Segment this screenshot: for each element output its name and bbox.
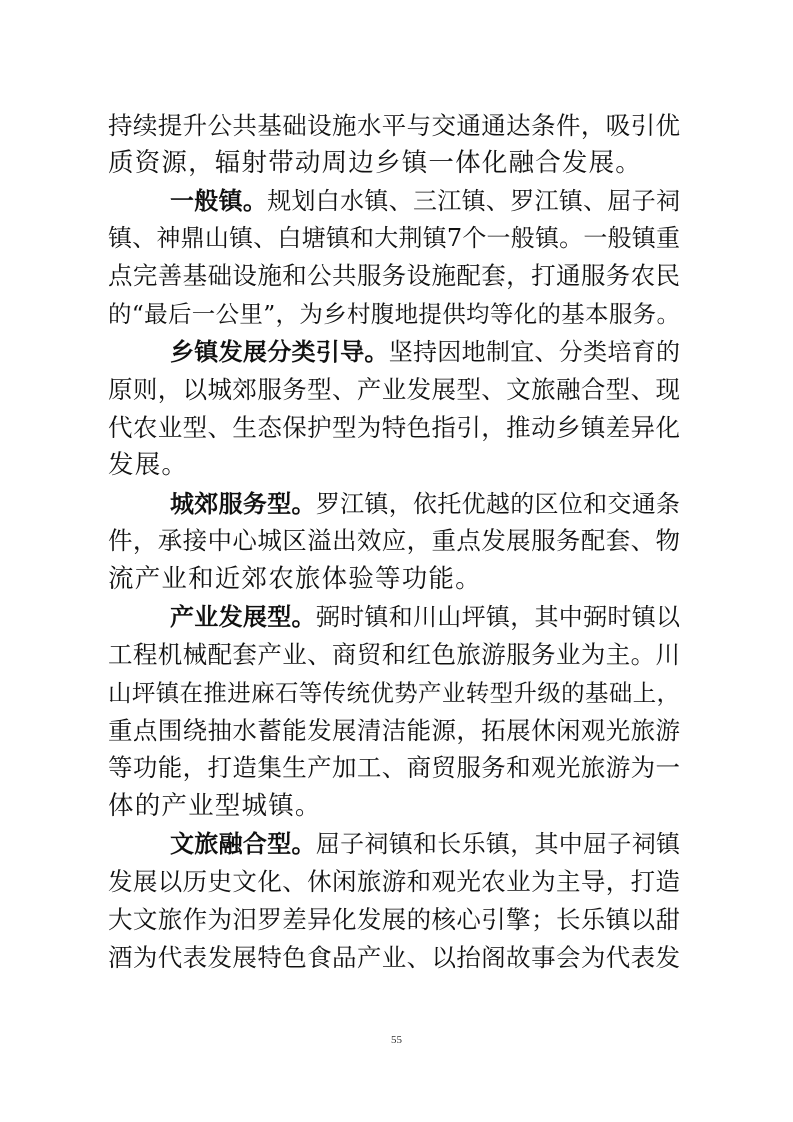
text-line: 发展以历史文化、休闲旅游和观光农业为主导，打造 bbox=[108, 867, 680, 896]
text-line: 体的产业型城镇。 bbox=[108, 791, 322, 821]
text-line: 酒为代表发展特色食品产业、以抬阁故事会为代表发 bbox=[108, 943, 680, 972]
text-line: 山坪镇在推进麻石等传统优势产业转型升级的基础上， bbox=[108, 679, 680, 707]
paragraph-heading-line: 一般镇。规划白水镇、三江镇、罗江镇、屈子祠 bbox=[170, 187, 681, 215]
text-line: 原则，以城郊服务型、产业发展型、文旅融合型、现 bbox=[108, 375, 680, 404]
paragraph-heading: 一般镇。 bbox=[170, 187, 268, 215]
paragraph-heading-line: 乡镇发展分类引导。坚持因地制宜、分类培育的 bbox=[170, 338, 681, 366]
text-line: 点完善基础设施和公共服务设施配套，打通服务农民 bbox=[108, 261, 680, 290]
text-line: 重点围绕抽水蓄能发展清洁能源，拓展休闲观光旅游 bbox=[108, 716, 680, 745]
text-line: 件，承接中心城区溢出效应，重点发展服务配套、物 bbox=[108, 526, 680, 555]
paragraph-heading: 产业发展型。 bbox=[170, 603, 316, 631]
paragraph-heading: 城郊服务型。 bbox=[170, 490, 316, 518]
text-line: 大文旅作为汨罗差异化发展的核心引擎；长乐镇以甜 bbox=[108, 905, 680, 934]
paragraph-heading-line: 产业发展型。弼时镇和川山坪镇，其中弼时镇以 bbox=[170, 603, 681, 631]
text-line: 的“最后一公里”，为乡村腹地提供均等化的基本服务。 bbox=[108, 300, 680, 328]
paragraph-heading: 文旅融合型。 bbox=[170, 830, 316, 858]
paragraph-heading-line: 城郊服务型。罗江镇，依托优越的区位和交通条 bbox=[170, 490, 681, 518]
text-line: 镇、神鼎山镇、白塘镇和大荆镇7个一般镇。一般镇重 bbox=[108, 224, 680, 252]
text-line: 质资源，辐射带动周边乡镇一体化融合发展。 bbox=[108, 148, 643, 178]
text-line: 发展。 bbox=[108, 450, 189, 480]
text-line: 持续提升公共基础设施水平与交通通达条件，吸引优 bbox=[108, 111, 680, 140]
text-line: 等功能，打造集生产加工、商贸服务和观光旅游为一 bbox=[108, 753, 680, 782]
text-line: 代农业型、生态保护型为特色指引，推动乡镇差异化 bbox=[108, 413, 680, 442]
paragraph-heading-line: 文旅融合型。屈子祠镇和长乐镇，其中屈子祠镇 bbox=[170, 830, 681, 858]
paragraph-heading: 乡镇发展分类引导。 bbox=[170, 338, 389, 366]
text-line: 流产业和近郊农旅体验等功能。 bbox=[108, 564, 482, 594]
text-line: 工程机械配套产业、商贸和红色旅游服务业为主。川 bbox=[108, 640, 680, 669]
page-number: 55 bbox=[391, 1034, 402, 1046]
